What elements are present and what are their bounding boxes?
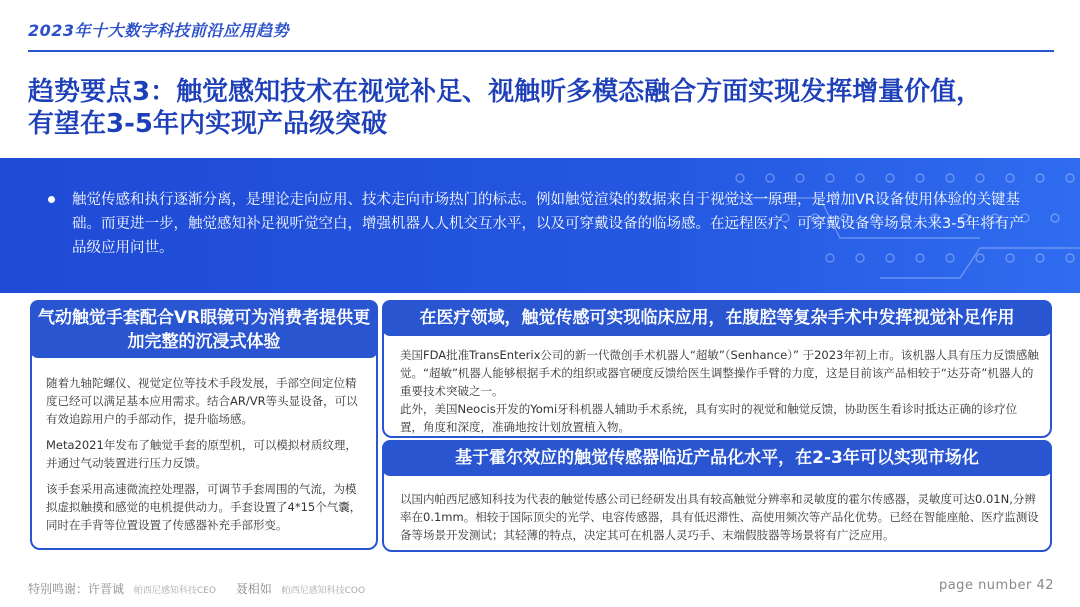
person-2-title: 帕西尼感知科技COO	[281, 586, 366, 596]
vr-glove-card	[30, 300, 378, 550]
person-1-name: 许晋诚	[88, 582, 125, 596]
vr-glove-card-body	[46, 374, 366, 542]
hall-sensor-card	[382, 440, 1052, 552]
page-value: 42	[1036, 578, 1054, 593]
medical-card	[382, 300, 1052, 438]
page-number	[939, 578, 1054, 593]
medical-paragraph-1: 美国FDA批准TransEnterix公司的新一代微创手术机器人“超敏”（Senhance）” 于2023年初上市。该机器人具有压力反馈感触觉。“超敏”机器人能够根据手术的组织或器官硬度反馈给医生调整操作手臂的力度，这是目前该产品相较于“达芬奇”机器人的重要技术突破之一。	[400, 348, 1039, 398]
person-1-title: 帕西尼感知科技CEO	[133, 586, 216, 596]
vr-glove-paragraph-1: 随着九轴陀螺仪、视觉定位等技术手段发展，手部空间定位精度已经可以满足基本应用需求。结合AR/VR等头显设备，可以有效追踪用户的手部动作，提升临场感。	[46, 376, 358, 426]
report-title: 2023年十大数字科技前沿应用趋势	[28, 21, 290, 40]
hall-sensor-card-body	[400, 490, 1040, 552]
slide-headline	[28, 76, 1058, 140]
hall-sensor-paragraph-1: 以国内帕西尼感知科技为代表的触觉传感公司已经研发出具有较高触觉分辨率和灵敏度的霍尔传感器，灵敏度可达0.01N,分辨率在0.1mm。相较于国际顶尖的光学、电容传感器，具有低迟滞性、高使用频次等产品化优势。已经在智能座舱、医疗监测设备等场景开发测试；其轻薄的特点，决定其可在机器人灵巧手、末端假肢器等场景将有广泛应用。	[400, 492, 1039, 542]
summary-band	[0, 158, 1080, 293]
summary-text: 触觉传感和执行逐渐分离，是理论走向应用、技术走向市场热门的标志。例如触觉渲染的数据来自于视觉这一原理，是增加VR设备使用体验的关键基础。而更进一步，触觉感知补足视听觉空白，增强机器人人机交互水平，以及可穿戴设备的临场感。在远程医疗、可穿戴设备等场景未来3-5年将有产品级应用问世。	[72, 192, 1024, 256]
acknowledgement-footer	[28, 580, 381, 597]
hall-sensor-card-title: 基于霍尔效应的触觉传感器临近产品化水平，在2-3年可以实现市场化	[382, 440, 1052, 476]
bullet-dot	[48, 196, 55, 203]
medical-card-title: 在医疗领域，触觉传感可实现临床应用，在腹腔等复杂手术中发挥视觉补足作用	[382, 300, 1052, 336]
headline-line-1: 趋势要点3：触觉感知技术在视觉补足、视触听多模态融合方面实现发挥增量价值，	[28, 77, 983, 107]
page-label: page number	[938, 578, 1032, 593]
medical-paragraph-2: 此外，美国Neocis开发的Yomi牙科机器人辅助手术系统，具有实时的视觉和触觉反馈，协助医生看诊时抵达正确的诊疗位置，角度和深度，准确地按计划放置植入物。	[400, 402, 1018, 434]
vr-glove-paragraph-2: Meta2021年发布了触觉手套的原型机，可以模拟材质纹理，并通过气动装置进行压力反馈。	[46, 438, 357, 470]
header-divider	[28, 50, 1054, 52]
vr-glove-card-title: 气动触觉手套配合VR眼镜可为消费者提供更加完整的沉浸式体验	[30, 300, 378, 358]
medical-card-body	[400, 346, 1040, 444]
vr-glove-paragraph-3: 该手套采用高速微流控处理器，可调节手套周围的气流，为模拟虚拟触摸和感觉的电机提供动力。手套设置了4*15个气囊，同时在手背等位置设置了传感器补充手部形变。	[46, 482, 362, 532]
person-2-name: 聂相如	[235, 582, 272, 596]
thanks-label: 特别鸣谢：	[28, 582, 89, 596]
headline-line-2: 有望在3-5年内实现产品级突破	[28, 109, 387, 139]
